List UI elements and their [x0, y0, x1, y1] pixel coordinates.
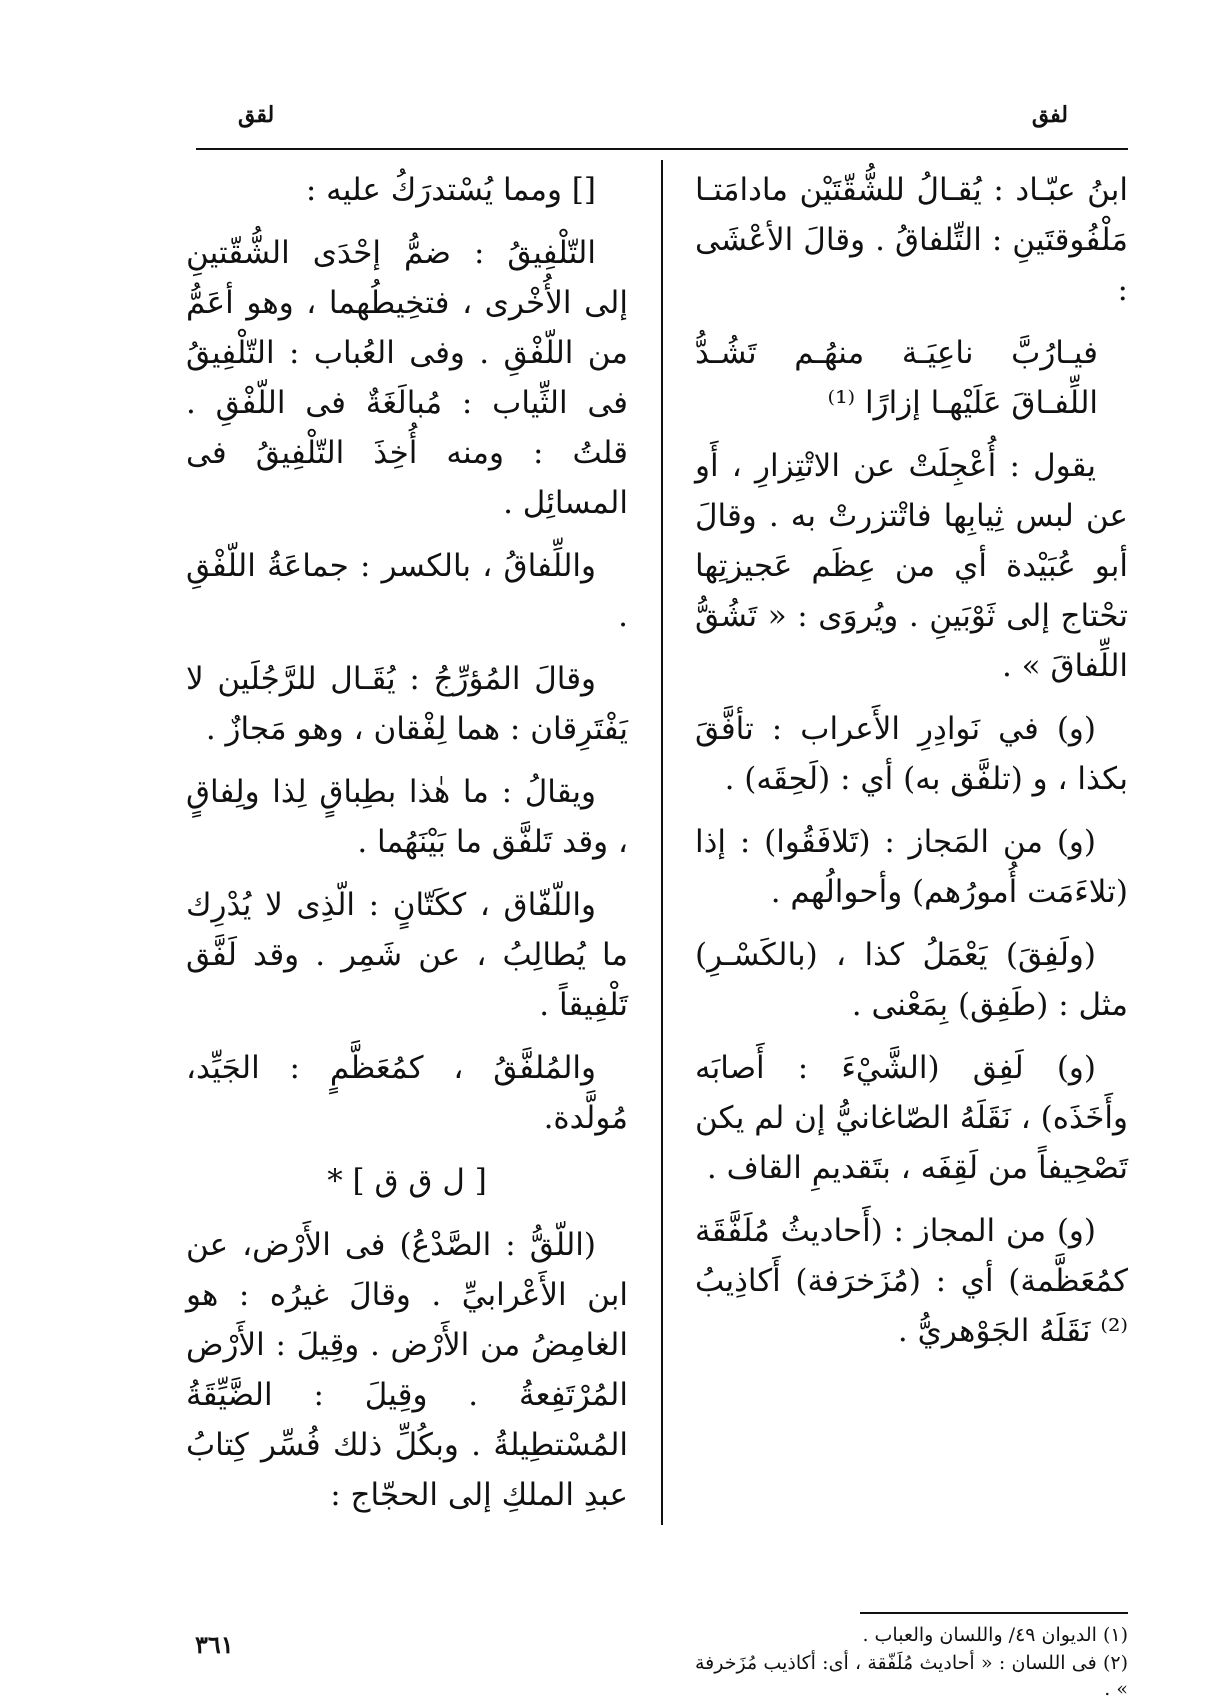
paragraph: والمُلفَّقُ ، كمُعَظَّمٍ : الجَيِّد، مُولَّدة.: [186, 1050, 628, 1136]
paragraph: (اللّقُّ : الصَّدْعُ) فى الأَرْض، عن ابن الأَعْرابيِّ . وقالَ غيرُه : هو الغامِضُ من الأَرْض . وقِيلَ : الأَرْض المُرْتَفِعةُ . وقِيلَ : الضَّيِّقَةُ المُسْتطِيلةُ . وبكُلِّ ذلك فُسِّر كِتابُ عبدِ الملكِ إلى الحجّاج :: [186, 1227, 628, 1513]
verse: فيـارُبَّ ناعِيَـة منهُـم تَشُـدُّ اللِّفـاقَ عَلَيْهـا إزارًا ⁽¹⁾: [695, 335, 1098, 421]
header-rule: [196, 148, 1128, 150]
footnote: (١) الديوان ٤٩/ واللسان والعباب .: [862, 1624, 1128, 1646]
paragraph: (و) في نَوادِرِ الأَعراب : تأفَّقَ بكذا ، و (تلفَّق به) أي : (لَحِقَه) .: [695, 711, 1128, 797]
paragraph: يقول : أُعْجِلَتْ عن الاتْتِزارِ ، أَو عن لبس ثِيابِها فاتْتزرتْ به . وقالَ أبو عُبَيْدة أي من عِظَم عَجيزتِها تحْتاج إلى ثَوْبَينِ . ويُروَى : « تَشُقُّ اللِّفاقَ » .: [695, 448, 1128, 684]
left-text-column: [186, 165, 628, 1533]
footnote: (٢) فى اللسان : « أحاديث مُلَفّقة ، أى: أكاذيب مُزَخرفة » .: [695, 1652, 1128, 1700]
paragraph: ابنُ عبّـاد : يُقـالُ للشُّقّتَيْن مادامَتـا مَلْفُوقتَينِ : التِّلفاقُ . وقالَ الأعْشَى :: [695, 172, 1128, 308]
paragraph: واللِّفاقُ ، بالكسر : جماعَةُ اللّفْقِ .: [186, 548, 628, 634]
paragraph: (و) لَفِق (الشَّيْءَ : أَصابَه وأَخَذَه) ، نَقَلَهُ الصّاغانيُّ إن لم يكن تَصْحِيفاً من لَقِفَه ، بتَقديمِ القاف .: [695, 1050, 1128, 1186]
running-head-left: لقق: [238, 102, 275, 128]
footnote-rule: [860, 1612, 1128, 1614]
paragraph: واللّفّاق ، ككَتّانٍ : الّذِى لا يُدْرِك ما يُطالِبُ ، عن شَمِر . وقد لَفَّق تَلْفِيقاً .: [186, 887, 628, 1023]
column-divider: [661, 160, 663, 1525]
paragraph: [] ومما يُسْتدرَكُ عليه :: [305, 172, 596, 208]
section-heading: [ ل ق ق ] *: [327, 1163, 487, 1199]
paragraph: التّلْفِيقُ : ضمُّ إحْدَى الشُّقّتينِ إلى الأُخْرى ، فتخِيطُهما ، وهو أعَمُّ من اللّفْقِ . وفى العُباب : التّلْفِيقُ فى الثِّياب : مُبالَغَةٌ فى اللّفْقِ . قلتُ : ومنه أُخِذَ التّلْفِيقُ فى المسائِل .: [186, 235, 628, 521]
right-text-column: [695, 165, 1128, 1369]
paragraph: ويقالُ : ما هٰذا بطِباقٍ لِذا ولِفاقٍ ، وقد تَلفَّق ما بَيْنَهُما .: [186, 774, 628, 860]
paragraph: (و) من المجاز : (أَحاديثُ مُلَفَّقَة كمُعَظَّمة) أي : (مُزَخرَفة) أَكاذِيبُ ⁽²⁾ نَقَلَهُ الجَوْهريُّ .: [695, 1213, 1128, 1349]
paragraph: (و) من المَجاز : (تَلافَقُوا) : إذا (تلاءَمَت أُمورُهم) وأحوالُهم .: [695, 824, 1128, 910]
paragraph: (ولَفِقَ) يَعْمَلُ كذا ، (بالكَسْـرِ) مثل : (طَفِق) بِمَعْنى .: [695, 937, 1128, 1023]
paragraph: وقالَ المُؤرِّجُ : يُقَـال للرَّجُلَين لا يَفْتَرِقان : هما لِفْقان ، وهو مَجازٌ .: [186, 661, 628, 747]
running-head-right: لفق: [1031, 102, 1068, 128]
page-number: ٣٦١: [195, 1630, 234, 1659]
